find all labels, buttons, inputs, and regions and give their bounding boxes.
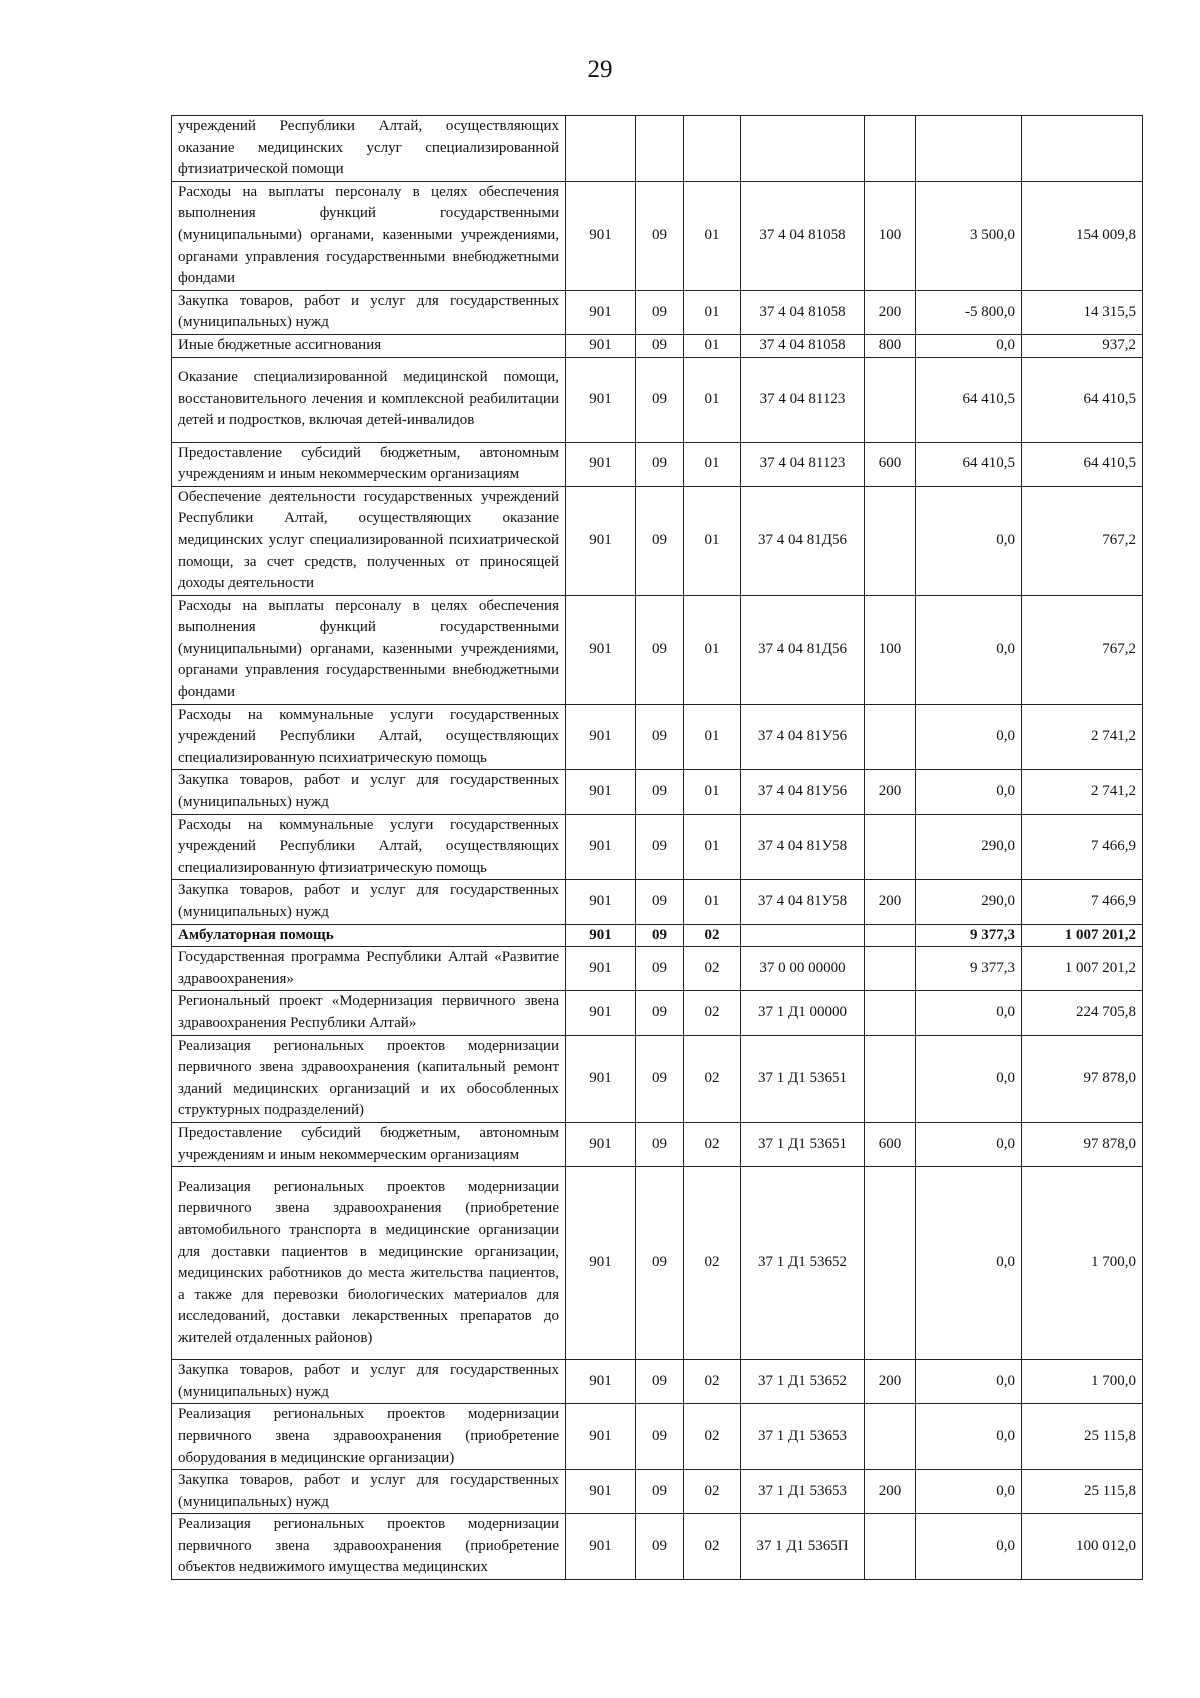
table-row (172, 1167, 1143, 1360)
cell-section: 09 (636, 334, 684, 357)
cell-change-amount: 0,0 (916, 595, 1022, 704)
cell-total-amount: 100 012,0 (1022, 1514, 1143, 1580)
cell-admin-code: 901 (566, 1404, 636, 1470)
cell-expense-type (865, 947, 916, 991)
cell-expense-type: 600 (865, 442, 916, 486)
cell-change-amount: 0,0 (916, 991, 1022, 1035)
cell-name: Реализация региональных проектов модернизации первичного звена здравоохранения (приобретение оборудования в медицинские организации) (172, 1404, 566, 1470)
cell-target-article: 37 4 04 81058 (741, 334, 865, 357)
cell-subsection: 01 (684, 442, 741, 486)
cell-name: Реализация региональных проектов модернизации первичного звена здравоохранения (приобретение объектов недвижимого имущества медицинских (172, 1514, 566, 1580)
cell-change-amount: 290,0 (916, 814, 1022, 880)
cell-section: 09 (636, 814, 684, 880)
cell-total-amount: 1 700,0 (1022, 1167, 1143, 1360)
cell-total-amount: 97 878,0 (1022, 1035, 1143, 1122)
cell-total-amount: 7 466,9 (1022, 814, 1143, 880)
cell-expense-type (865, 116, 916, 182)
cell-expense-type (865, 357, 916, 442)
table-row (172, 880, 1143, 924)
cell-target-article: 37 4 04 81123 (741, 442, 865, 486)
cell-change-amount: 64 410,5 (916, 357, 1022, 442)
cell-name: Расходы на коммунальные услуги государственных учреждений Республики Алтай, осуществляющих специализированную фтизиатрическую помощь (172, 814, 566, 880)
cell-admin-code: 901 (566, 1360, 636, 1404)
cell-expense-type: 600 (865, 1122, 916, 1166)
cell-admin-code: 901 (566, 814, 636, 880)
cell-expense-type: 200 (865, 770, 916, 814)
cell-section (636, 116, 684, 182)
cell-total-amount: 14 315,5 (1022, 290, 1143, 334)
cell-section: 09 (636, 486, 684, 595)
cell-expense-type (865, 1404, 916, 1470)
cell-admin-code: 901 (566, 1035, 636, 1122)
cell-target-article: 37 1 Д1 00000 (741, 991, 865, 1035)
cell-name: Закупка товаров, работ и услуг для государственных (муниципальных) нужд (172, 1470, 566, 1514)
cell-admin-code: 901 (566, 595, 636, 704)
table-row (172, 947, 1143, 991)
cell-target-article: 37 0 00 00000 (741, 947, 865, 991)
cell-target-article: 37 1 Д1 53653 (741, 1404, 865, 1470)
cell-section: 09 (636, 924, 684, 947)
cell-section: 09 (636, 947, 684, 991)
cell-section: 09 (636, 595, 684, 704)
cell-section: 09 (636, 1035, 684, 1122)
cell-name: Расходы на выплаты персоналу в целях обеспечения выполнения функций государственными (муниципальными) органами, казенными учреждениями, органами управления государственными внебюджетными фондами (172, 181, 566, 290)
cell-total-amount: 64 410,5 (1022, 357, 1143, 442)
cell-expense-type (865, 1035, 916, 1122)
cell-name: Реализация региональных проектов модернизации первичного звена здравоохранения (приобретение автомобильного транспорта в медицинские организации для доставки пациентов в медицинские организации, медицинских работников до места жительства пациентов, а также для перевозки биологических материалов для исследований, доставки лекарственных препаратов до жителей отдаленных районов) (172, 1167, 566, 1360)
cell-admin-code: 901 (566, 442, 636, 486)
cell-total-amount: 2 741,2 (1022, 770, 1143, 814)
cell-total-amount: 1 007 201,2 (1022, 947, 1143, 991)
cell-section: 09 (636, 357, 684, 442)
cell-total-amount: 25 115,8 (1022, 1470, 1143, 1514)
cell-subsection: 01 (684, 595, 741, 704)
cell-name: Реализация региональных проектов модернизации первичного звена здравоохранения (капитальный ремонт зданий медицинских организаций и их обособленных структурных подразделений) (172, 1035, 566, 1122)
cell-expense-type (865, 814, 916, 880)
cell-expense-type (865, 486, 916, 595)
table-row (172, 334, 1143, 357)
cell-change-amount: -5 800,0 (916, 290, 1022, 334)
cell-expense-type: 200 (865, 1360, 916, 1404)
cell-name: Амбулаторная помощь (172, 924, 566, 947)
cell-target-article: 37 4 04 81058 (741, 290, 865, 334)
cell-name: Закупка товаров, работ и услуг для государственных (муниципальных) нужд (172, 880, 566, 924)
cell-change-amount: 0,0 (916, 704, 1022, 770)
cell-target-article: 37 4 04 81У58 (741, 880, 865, 924)
cell-admin-code: 901 (566, 1514, 636, 1580)
cell-expense-type: 200 (865, 1470, 916, 1514)
cell-total-amount: 7 466,9 (1022, 880, 1143, 924)
cell-target-article: 37 4 04 81У58 (741, 814, 865, 880)
cell-section: 09 (636, 181, 684, 290)
cell-expense-type: 100 (865, 595, 916, 704)
cell-change-amount: 0,0 (916, 770, 1022, 814)
table-row (172, 181, 1143, 290)
table-row (172, 442, 1143, 486)
cell-name: Иные бюджетные ассигнования (172, 334, 566, 357)
cell-target-article: 37 4 04 81123 (741, 357, 865, 442)
cell-subsection: 02 (684, 1470, 741, 1514)
table-row (172, 991, 1143, 1035)
cell-target-article (741, 116, 865, 182)
cell-name: Региональный проект «Модернизация первичного звена здравоохранения Республики Алтай» (172, 991, 566, 1035)
cell-section: 09 (636, 1167, 684, 1360)
cell-section: 09 (636, 442, 684, 486)
cell-subsection: 01 (684, 486, 741, 595)
cell-target-article: 37 1 Д1 5365П (741, 1514, 865, 1580)
cell-expense-type (865, 924, 916, 947)
cell-target-article: 37 4 04 81У56 (741, 770, 865, 814)
cell-total-amount: 937,2 (1022, 334, 1143, 357)
cell-expense-type: 200 (865, 290, 916, 334)
cell-name: учреждений Республики Алтай, осуществляющих оказание медицинских услуг специализированной фтизиатрической помощи (172, 116, 566, 182)
cell-section: 09 (636, 1404, 684, 1470)
cell-admin-code: 901 (566, 924, 636, 947)
cell-name: Обеспечение деятельности государственных учреждений Республики Алтай, осуществляющих оказание медицинских услуг специализированной психиатрической помощи, за счет средств, полученных от приносящей доходы деятельности (172, 486, 566, 595)
cell-target-article: 37 4 04 81Д56 (741, 486, 865, 595)
cell-subsection: 02 (684, 991, 741, 1035)
cell-admin-code: 901 (566, 334, 636, 357)
cell-subsection: 02 (684, 1167, 741, 1360)
cell-subsection: 02 (684, 924, 741, 947)
table-row (172, 770, 1143, 814)
cell-total-amount: 97 878,0 (1022, 1122, 1143, 1166)
page-number: 29 (587, 56, 613, 83)
cell-section: 09 (636, 770, 684, 814)
cell-total-amount: 2 741,2 (1022, 704, 1143, 770)
cell-name: Закупка товаров, работ и услуг для государственных (муниципальных) нужд (172, 770, 566, 814)
cell-name: Государственная программа Республики Алтай «Развитие здравоохранения» (172, 947, 566, 991)
cell-section: 09 (636, 1470, 684, 1514)
cell-change-amount (916, 116, 1022, 182)
cell-subsection: 01 (684, 770, 741, 814)
cell-name: Закупка товаров, работ и услуг для государственных (муниципальных) нужд (172, 1360, 566, 1404)
cell-subsection: 02 (684, 1035, 741, 1122)
cell-change-amount: 9 377,3 (916, 947, 1022, 991)
cell-subsection (684, 116, 741, 182)
cell-name: Предоставление субсидий бюджетным, автономным учреждениям и иным некоммерческим организациям (172, 442, 566, 486)
cell-target-article: 37 1 Д1 53652 (741, 1167, 865, 1360)
cell-target-article: 37 4 04 81У56 (741, 704, 865, 770)
cell-section: 09 (636, 704, 684, 770)
cell-subsection: 01 (684, 704, 741, 770)
cell-subsection: 01 (684, 181, 741, 290)
cell-target-article: 37 1 Д1 53651 (741, 1035, 865, 1122)
table-body (172, 116, 1143, 1580)
cell-admin-code: 901 (566, 991, 636, 1035)
cell-subsection: 01 (684, 880, 741, 924)
cell-subsection: 01 (684, 334, 741, 357)
cell-name: Расходы на коммунальные услуги государственных учреждений Республики Алтай, осуществляющих специализированную психиатрическую помощь (172, 704, 566, 770)
cell-subsection: 02 (684, 1360, 741, 1404)
cell-admin-code: 901 (566, 1122, 636, 1166)
cell-subsection: 02 (684, 947, 741, 991)
table-row (172, 924, 1143, 947)
table-row (172, 290, 1143, 334)
table-row (172, 1514, 1143, 1580)
cell-target-article: 37 4 04 81058 (741, 181, 865, 290)
cell-change-amount: 0,0 (916, 1122, 1022, 1166)
cell-section: 09 (636, 1360, 684, 1404)
cell-change-amount: 0,0 (916, 1360, 1022, 1404)
cell-name: Закупка товаров, работ и услуг для государственных (муниципальных) нужд (172, 290, 566, 334)
cell-admin-code: 901 (566, 947, 636, 991)
cell-change-amount: 0,0 (916, 1470, 1022, 1514)
cell-subsection: 01 (684, 357, 741, 442)
table-row (172, 116, 1143, 182)
cell-admin-code: 901 (566, 704, 636, 770)
cell-target-article: 37 1 Д1 53653 (741, 1470, 865, 1514)
cell-change-amount: 3 500,0 (916, 181, 1022, 290)
cell-section: 09 (636, 1514, 684, 1580)
table-row (172, 357, 1143, 442)
cell-change-amount: 0,0 (916, 486, 1022, 595)
cell-subsection: 02 (684, 1514, 741, 1580)
cell-total-amount: 767,2 (1022, 486, 1143, 595)
cell-name: Предоставление субсидий бюджетным, автономным учреждениям и иным некоммерческим организациям (172, 1122, 566, 1166)
cell-total-amount: 64 410,5 (1022, 442, 1143, 486)
budget-table (171, 115, 1143, 1580)
table-row (172, 486, 1143, 595)
cell-expense-type (865, 704, 916, 770)
cell-total-amount: 1 700,0 (1022, 1360, 1143, 1404)
cell-change-amount: 64 410,5 (916, 442, 1022, 486)
cell-admin-code: 901 (566, 486, 636, 595)
cell-name: Расходы на выплаты персоналу в целях обеспечения выполнения функций государственными (муниципальными) органами, казенными учреждениями, органами управления государственными внебюджетными фондами (172, 595, 566, 704)
cell-change-amount: 0,0 (916, 1404, 1022, 1470)
cell-total-amount: 1 007 201,2 (1022, 924, 1143, 947)
cell-expense-type (865, 991, 916, 1035)
table-row (172, 1470, 1143, 1514)
table-row (172, 814, 1143, 880)
cell-change-amount: 0,0 (916, 1167, 1022, 1360)
cell-target-article (741, 924, 865, 947)
cell-expense-type: 800 (865, 334, 916, 357)
cell-section: 09 (636, 1122, 684, 1166)
cell-expense-type (865, 1514, 916, 1580)
cell-total-amount: 224 705,8 (1022, 991, 1143, 1035)
cell-change-amount: 0,0 (916, 334, 1022, 357)
cell-total-amount: 767,2 (1022, 595, 1143, 704)
cell-expense-type: 100 (865, 181, 916, 290)
cell-section: 09 (636, 991, 684, 1035)
cell-total-amount (1022, 116, 1143, 182)
cell-change-amount: 9 377,3 (916, 924, 1022, 947)
cell-target-article: 37 4 04 81Д56 (741, 595, 865, 704)
table-row (172, 1404, 1143, 1470)
cell-admin-code: 901 (566, 290, 636, 334)
table-row (172, 595, 1143, 704)
cell-expense-type: 200 (865, 880, 916, 924)
table-row (172, 1360, 1143, 1404)
table-row (172, 704, 1143, 770)
cell-section: 09 (636, 290, 684, 334)
cell-admin-code: 901 (566, 357, 636, 442)
cell-change-amount: 0,0 (916, 1035, 1022, 1122)
cell-expense-type (865, 1167, 916, 1360)
cell-subsection: 02 (684, 1122, 741, 1166)
cell-subsection: 02 (684, 1404, 741, 1470)
table-row (172, 1035, 1143, 1122)
cell-section: 09 (636, 880, 684, 924)
cell-admin-code: 901 (566, 1470, 636, 1514)
table-row (172, 1122, 1143, 1166)
cell-admin-code: 901 (566, 1167, 636, 1360)
cell-admin-code: 901 (566, 880, 636, 924)
cell-subsection: 01 (684, 814, 741, 880)
cell-admin-code: 901 (566, 181, 636, 290)
cell-name: Оказание специализированной медицинской помощи, восстановительного лечения и комплексной реабилитации детей и подростков, включая детей-инвалидов (172, 357, 566, 442)
cell-admin-code: 901 (566, 770, 636, 814)
cell-total-amount: 25 115,8 (1022, 1404, 1143, 1470)
cell-target-article: 37 1 Д1 53651 (741, 1122, 865, 1166)
cell-admin-code (566, 116, 636, 182)
cell-total-amount: 154 009,8 (1022, 181, 1143, 290)
cell-change-amount: 0,0 (916, 1514, 1022, 1580)
cell-change-amount: 290,0 (916, 880, 1022, 924)
cell-subsection: 01 (684, 290, 741, 334)
cell-target-article: 37 1 Д1 53652 (741, 1360, 865, 1404)
